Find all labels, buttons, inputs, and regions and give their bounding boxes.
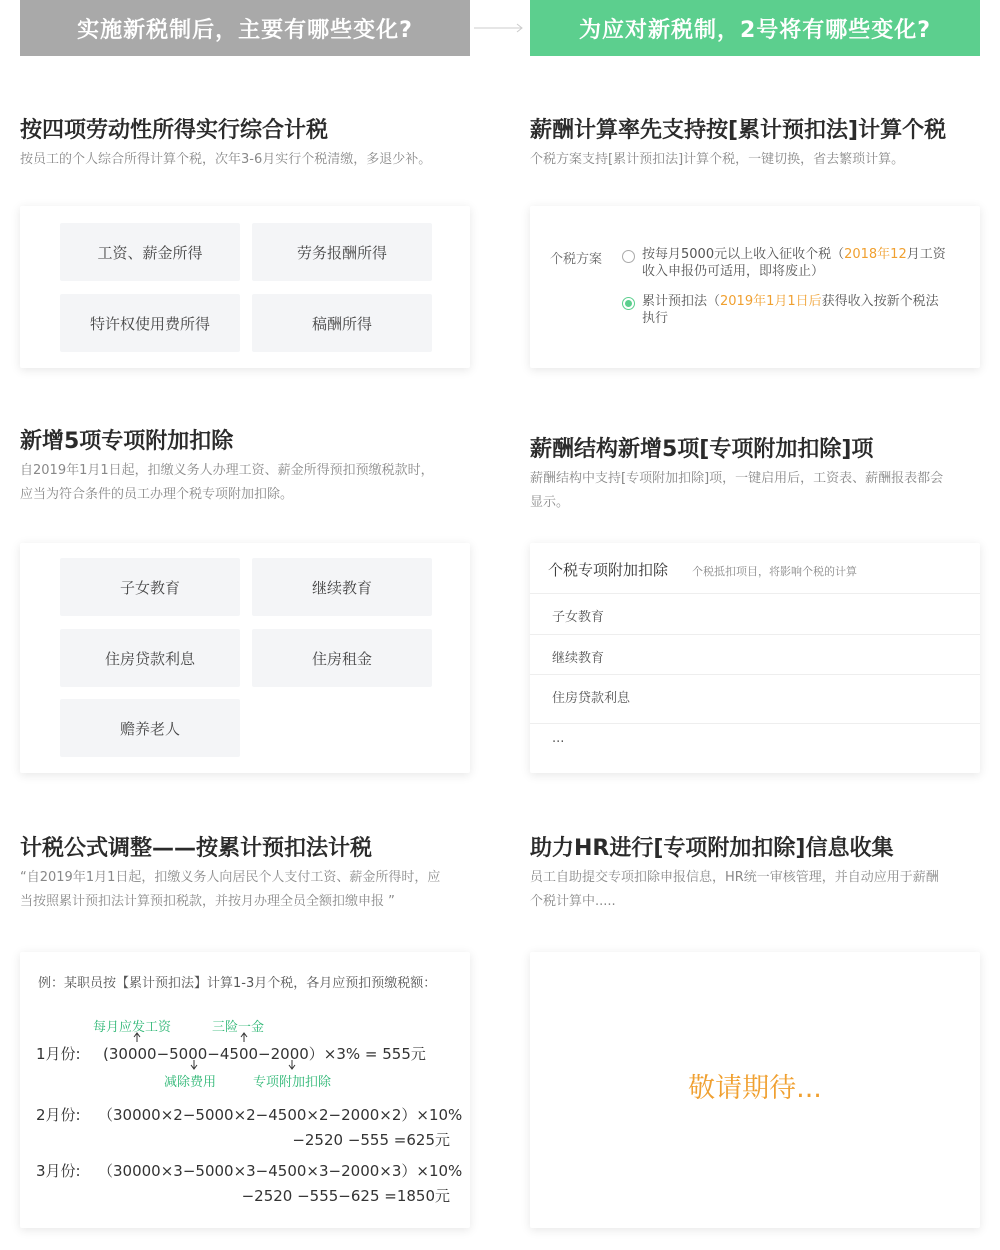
tile-mortgage: 住房贷款利息 (60, 629, 240, 687)
option-cumulative-text: 累计预扣法（2019年1月1日后获得收入按新个税法 执行 (642, 294, 939, 326)
banner-right: 为应对新税制，2号将有哪些变化? (530, 0, 980, 56)
section-desc-2: 应当为符合条件的员工办理个税专项附加扣除。 (20, 487, 294, 502)
label-deduction: 减除费用 (164, 1075, 217, 1090)
month-3-formula-line2: −2520 −555−625 =1850元 (241, 1187, 450, 1205)
radio-monthly[interactable] (622, 250, 635, 263)
tile-salary: 工资、薪金所得 (60, 223, 240, 281)
section-title: 计税公式调整——按累计预扣法计税 (20, 836, 373, 861)
section-desc: 按员工的个人综合所得计算个税，次年3-6月实行个税清缴，多退少补。 (20, 152, 432, 167)
tile-royalty: 特许权使用费所得 (60, 294, 240, 352)
tax-scheme-card (530, 206, 980, 368)
section-desc: 个税方案支持[累计预扣法]计算个税，一键切换，省去繁琐计算。 (530, 152, 905, 167)
section-title: 薪酬结构新增5项[专项附加扣除]项 (530, 437, 874, 462)
section-desc-2: 个税计算中..... (530, 894, 616, 909)
banner-left: 实施新税制后，主要有哪些变化? (20, 0, 470, 56)
list-item: 住房贷款利息 (552, 691, 631, 706)
section-desc-1: “自2019年1月1日起，扣缴义务人向居民个人支付工资、薪金所得时，应 (20, 870, 441, 885)
month-3-label: 3月份: (36, 1162, 81, 1180)
income-types-card (20, 206, 470, 368)
month-3-formula-line1: （30000×3−5000×3−4500×3−2000×3）×10% (98, 1162, 463, 1180)
section-title: 薪酬计算率先支持按[累计预扣法]计算个税 (530, 118, 947, 143)
formula-card (20, 952, 470, 1228)
section-title: 新增5项专项附加扣除 (20, 429, 234, 454)
section-desc-1: 自2019年1月1日起，扣缴义务人办理工资、薪金所得预扣预缴税款时， (20, 463, 434, 478)
tile-continuing-edu: 继续教育 (252, 558, 432, 616)
deductions-card (20, 543, 470, 773)
month-2-formula-line1: （30000×2−5000×2−4500×2−2000×2）×10% (98, 1106, 463, 1124)
tile-elderly: 赡养老人 (60, 699, 240, 757)
section-desc-2: 当按照累计预扣法计算预扣税款，并按月办理全员全额扣缴申报 ” (20, 894, 395, 909)
coming-soon-text: 敬请期待... (688, 1073, 822, 1104)
section-desc-2: 显示。 (530, 495, 570, 510)
section-desc-1: 员工自助提交专项扣除申报信息，HR统一审核管理，并自动应用于薪酬 (530, 870, 939, 885)
label-special-deduction: 专项附加扣除 (253, 1075, 332, 1090)
card-title: 个税专项附加扣除 (548, 561, 669, 579)
list-item: ... (552, 731, 565, 746)
coming-soon-card (530, 952, 980, 1228)
card-subtitle: 个税抵扣项目，将影响个税的计算 (692, 565, 857, 578)
section-desc-1: 薪酬结构中支持[专项附加扣除]项，一键启用后，工资表、薪酬报表都会 (530, 471, 944, 486)
radio-cumulative[interactable] (622, 297, 635, 310)
option-monthly-text: 按每月5000元以上收入征收个税（2018年12月工资 收入申报仍可适用，即将废止） (642, 247, 946, 279)
list-item: 子女教育 (552, 610, 605, 625)
section-title: 助力HR进行[专项附加扣除]信息收集 (530, 836, 894, 861)
label-monthly-salary: 每月应发工资 (93, 1020, 172, 1035)
example-text: 例：某职员按【累计预扣法】计算1-3月个税，各月应预扣预缴税额： (38, 976, 437, 991)
tile-labor: 劳务报酬所得 (252, 223, 432, 281)
tax-scheme-label: 个税方案 (550, 252, 603, 267)
list-item: 继续教育 (552, 651, 605, 666)
arrow-right-icon (470, 0, 530, 56)
special-deduction-card (530, 543, 980, 773)
month-1-formula: (30000−5000−4500−2000）×3% = 555元 (103, 1045, 426, 1063)
tile-rent: 住房租金 (252, 629, 432, 687)
tile-children-edu: 子女教育 (60, 558, 240, 616)
label-insurance: 三险一金 (212, 1020, 265, 1035)
tile-manuscript: 稿酬所得 (252, 294, 432, 352)
month-1-label: 1月份: (36, 1045, 81, 1063)
month-2-label: 2月份: (36, 1106, 81, 1124)
section-title: 按四项劳动性所得实行综合计税 (20, 118, 329, 143)
month-2-formula-line2: −2520 −555 =625元 (292, 1131, 450, 1149)
